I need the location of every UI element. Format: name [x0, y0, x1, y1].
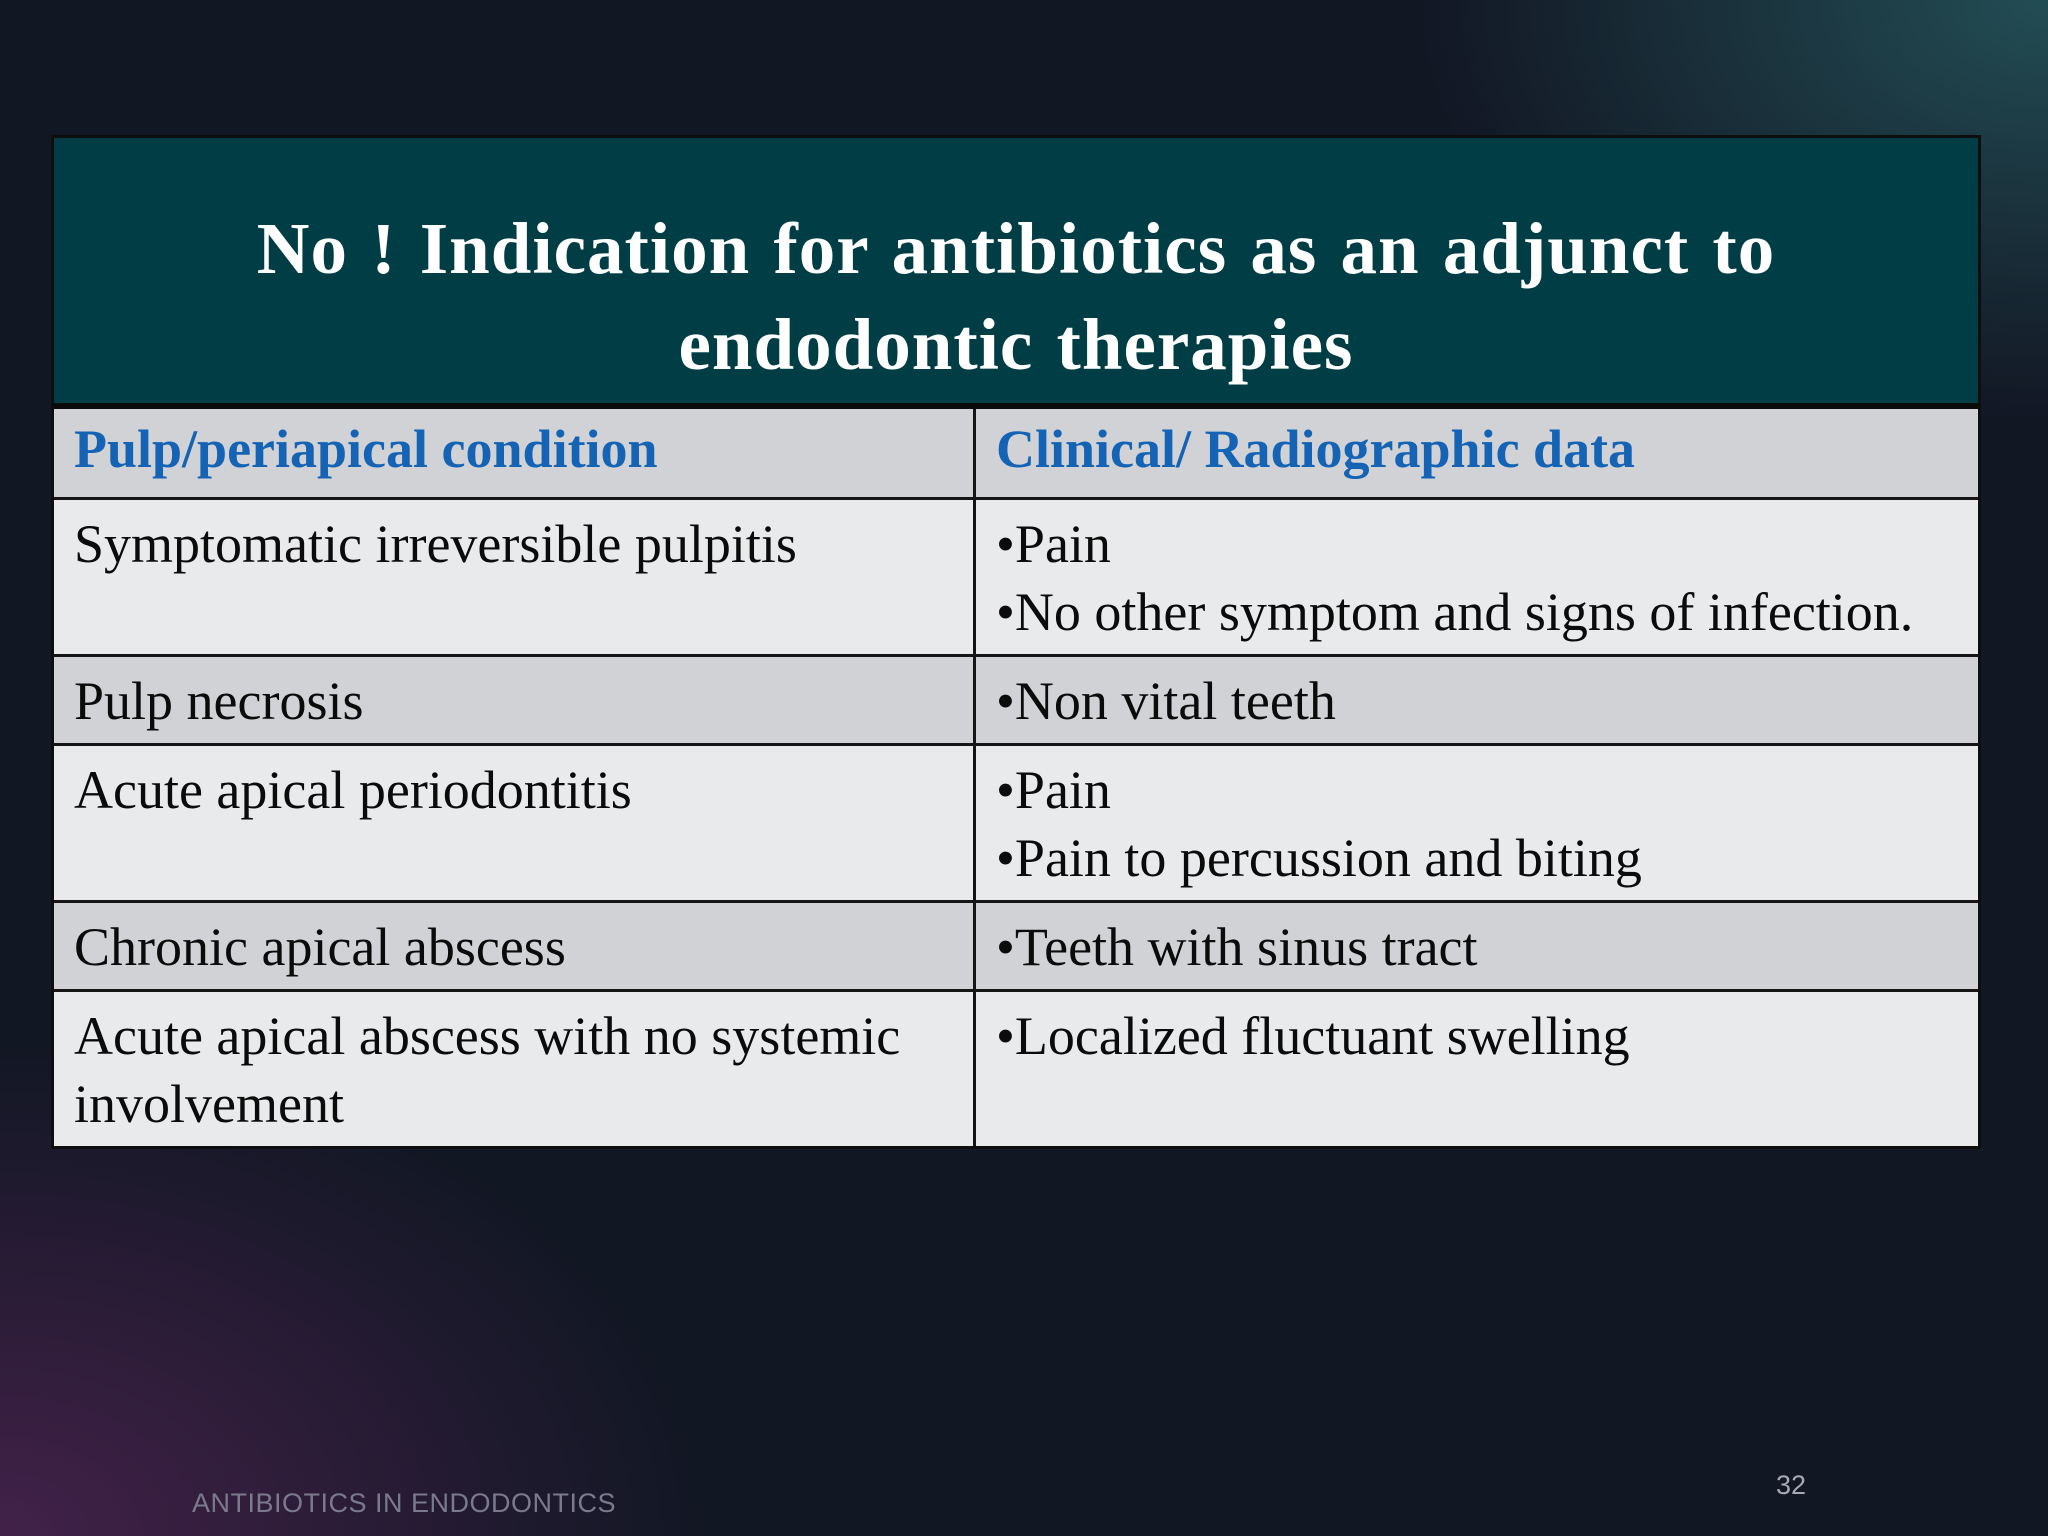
table-header-row — [54, 409, 1978, 497]
table-row — [54, 497, 1978, 654]
page-number: 32 — [1776, 1470, 1807, 1500]
bullet-item: •Pain — [996, 760, 1111, 820]
indication-table — [51, 135, 1981, 1149]
condition-cell: Acute apical abscess with no systemic involvement — [54, 992, 976, 1146]
clinical-data-cell — [976, 746, 1978, 900]
slide-footer: ANTIBIOTICS IN ENDODONTICS — [192, 1488, 617, 1518]
bullet-item: •Pain — [996, 514, 1111, 574]
condition-cell: Pulp necrosis — [54, 657, 976, 743]
bullet-item: •Pain to percussion and biting — [996, 828, 1642, 888]
clinical-data-cell — [976, 992, 1978, 1146]
condition-cell: Symptomatic irreversible pulpitis — [54, 500, 976, 654]
table-row — [54, 900, 1978, 989]
slide-title: No ! Indication for antibiotics as an adjunct to endodontic therapies — [256, 208, 1776, 385]
bullet-item: •Non vital teeth — [996, 671, 1336, 731]
table-row — [54, 654, 1978, 743]
table-row — [54, 743, 1978, 900]
title-band — [54, 138, 1978, 409]
clinical-data-cell — [976, 657, 1978, 743]
bullet-item: •Teeth with sinus tract — [996, 917, 1478, 977]
bullet-item: •No other symptom and signs of infection. — [996, 582, 1914, 642]
clinical-data-cell — [976, 500, 1978, 654]
header-clinical-data: Clinical/ Radiographic data — [996, 419, 1636, 479]
clinical-data-cell — [976, 903, 1978, 989]
table-row — [54, 989, 1978, 1146]
header-condition: Pulp/periapical condition — [54, 409, 976, 497]
condition-cell: Chronic apical abscess — [54, 903, 976, 989]
condition-cell: Acute apical periodontitis — [54, 746, 976, 900]
bullet-item: •Localized fluctuant swelling — [996, 1006, 1630, 1066]
